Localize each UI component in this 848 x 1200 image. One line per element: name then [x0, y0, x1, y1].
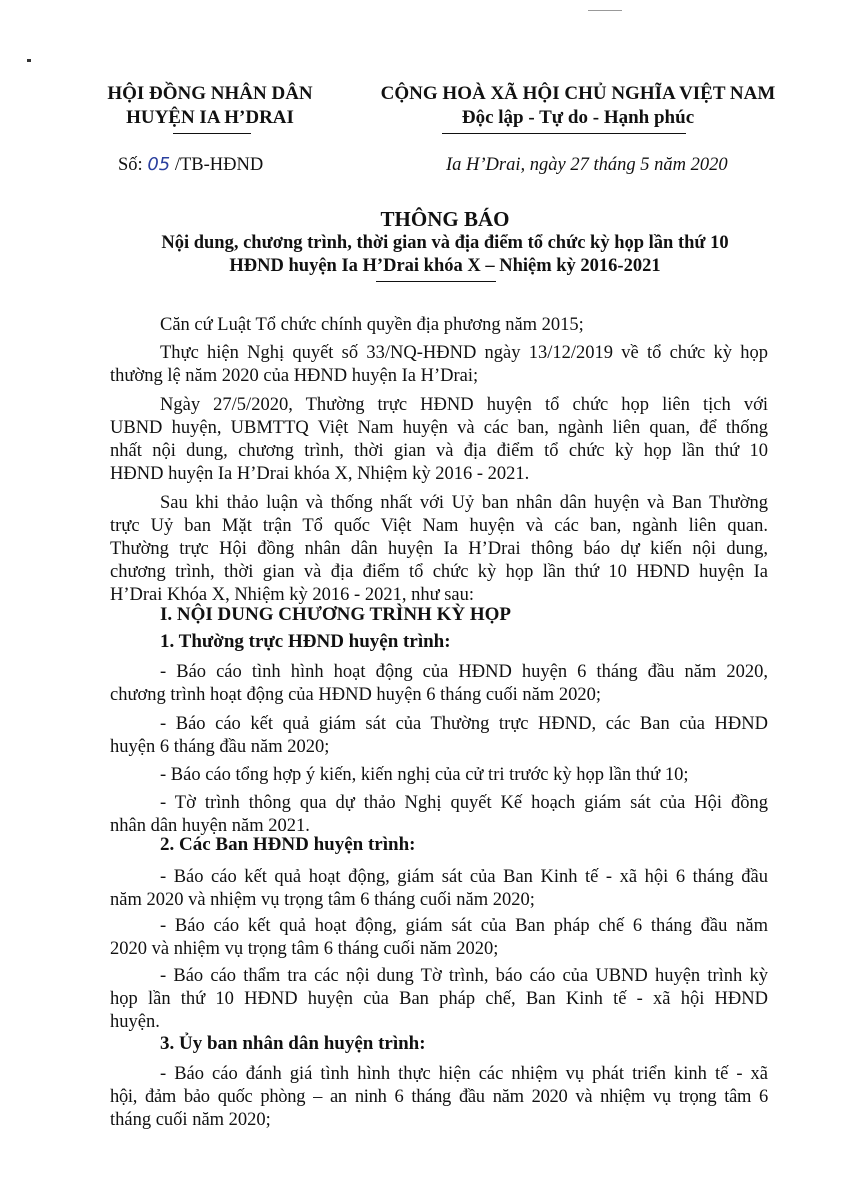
title-block [100, 206, 790, 278]
item-2a [110, 866, 768, 912]
item-1d [110, 792, 768, 838]
text-line: hội, đảm bảo quốc phòng – an ninh 6 tháng đầu năm 2020 và nhiệm vụ trọng tâm 6 [110, 1087, 768, 1107]
text-line: - Báo cáo tình hình hoạt động của HĐND huyện 6 tháng đầu năm 2020, [160, 662, 768, 682]
text-line: chương trình, thời gian và địa điểm tổ chức kỳ họp lần thứ 10 HĐND huyện Ia [110, 562, 768, 582]
text-line: Thường trực Hội đồng nhân dân huyện Ia H’Drai thông báo dự kiến nội dung, [110, 539, 768, 559]
item-1c [110, 764, 768, 787]
text-line: - Báo cáo thẩm tra các nội dung Tờ trình, báo cáo của UBND huyện trình kỳ [160, 966, 768, 986]
text-line: Sau khi thảo luận và thống nhất với Uỷ ban nhân dân huyện và Ban Thường [160, 493, 768, 513]
paragraph-legal-basis [110, 314, 768, 337]
issuer-line-1: HỘI ĐỒNG NHÂN DÂN [107, 83, 313, 104]
text-line: huyện. [110, 1012, 160, 1032]
text-line: năm 2020 và nhiệm vụ trọng tâm 6 tháng cuối năm 2020; [110, 890, 535, 910]
national-title: CỘNG HOÀ XÃ HỘI CHỦ NGHĨA VIỆT NAM [380, 83, 776, 104]
text-line: Căn cứ Luật Tổ chức chính quyền địa phương năm 2015; [160, 315, 584, 335]
text-line: - Báo cáo tổng hợp ý kiến, kiến nghị của cử tri trước kỳ họp lần thứ 10; [160, 765, 689, 785]
issuer-underline [173, 133, 251, 134]
paragraph-resolution [110, 342, 768, 388]
item-2b [110, 915, 768, 961]
text-line: - Báo cáo kết quả giám sát của Thường trực HĐND, các Ban của HĐND [160, 714, 768, 734]
subsection-heading-3: 3. Ủy ban nhân dân huyện trình: [160, 1033, 426, 1054]
text-line: nhất nội dung, chương trình, thời gian và địa điểm tổ chức kỳ họp lần thứ 10 [110, 441, 768, 461]
item-1a [110, 661, 768, 707]
text-line: chương trình hoạt động của HĐND huyện 6 tháng cuối năm 2020; [110, 685, 601, 705]
item-3a [110, 1063, 768, 1132]
scan-speck [27, 59, 31, 62]
place-date: Ia H’Drai, ngày 27 tháng 5 năm 2020 [446, 155, 728, 175]
text-line: H’Drai Khóa X, Nhiệm kỳ 2016 - 2021, như sau: [110, 585, 475, 605]
document-number [118, 154, 263, 176]
item-2c [110, 965, 768, 1034]
number-prefix: Số: [118, 155, 143, 175]
text-line: 2020 và nhiệm vụ trọng tâm 6 tháng cuối năm 2020; [110, 939, 499, 959]
text-line: Ngày 27/5/2020, Thường trực HĐND huyện tổ chức họp liên tịch với [160, 395, 768, 415]
text-line: - Báo cáo kết quả hoạt động, giám sát của Ban pháp chế 6 tháng đầu năm [160, 916, 768, 936]
document-title: THÔNG BÁO [380, 207, 510, 231]
paragraph-announcement [110, 492, 768, 607]
motto-underline [442, 133, 686, 134]
item-1b [110, 713, 768, 759]
text-line: - Tờ trình thông qua dự thảo Nghị quyết Kế hoạch giám sát của Hội đồng [160, 793, 768, 813]
number-handwritten: 05 [147, 154, 171, 175]
national-motto: Độc lập - Tự do - Hạnh phúc [461, 107, 695, 128]
text-line: tháng cuối năm 2020; [110, 1110, 271, 1130]
subsection-heading-1: 1. Thường trực HĐND huyện trình: [160, 631, 451, 652]
text-line: họp lần thứ 10 HĐND huyện của Ban pháp chế, Ban Kinh tế - xã hội HĐND [110, 989, 768, 1009]
section-heading-I: I. NỘI DUNG CHƯƠNG TRÌNH KỲ HỌP [160, 604, 511, 625]
text-line: Thực hiện Nghị quyết số 33/NQ-HĐND ngày 13/12/2019 về tổ chức kỳ họp [160, 343, 768, 363]
national-header [358, 82, 798, 130]
text-line: huyện 6 tháng đầu năm 2020; [110, 737, 330, 757]
text-line: HĐND huyện Ia H’Drai khóa X, Nhiệm kỳ 2016 - 2021. [110, 464, 530, 484]
text-line: UBND huyện, UBMTTQ Việt Nam huyện và các ban, ngành liên quan, để thống [110, 418, 768, 438]
paragraph-meeting [110, 394, 768, 486]
text-line: - Báo cáo kết quả hoạt động, giám sát của Ban Kinh tế - xã hội 6 tháng đầu [160, 867, 768, 887]
title-underline [376, 281, 496, 282]
text-line: - Báo cáo đánh giá tình hình thực hiện các nhiệm vụ phát triển kinh tế - xã [160, 1064, 768, 1084]
text-line: trực Uỷ ban Mặt trận Tổ quốc Việt Nam huyện và các ban, ngành liên quan. [110, 516, 768, 536]
subtitle-line-2: HĐND huyện Ia H’Drai khóa X – Nhiệm kỳ 2016-2021 [229, 256, 661, 276]
text-line: nhân dân huyện năm 2021. [110, 816, 310, 836]
issuer-line-2: HUYỆN IA H’DRAI [126, 107, 294, 128]
number-suffix: /TB-HĐND [174, 155, 264, 175]
subsection-heading-2: 2. Các Ban HĐND huyện trình: [160, 834, 416, 855]
text-line: thường lệ năm 2020 của HĐND huyện Ia H’Drai; [110, 366, 479, 386]
scan-top-line [588, 10, 622, 11]
issuer-block [90, 82, 330, 130]
subtitle-line-1: Nội dung, chương trình, thời gian và địa điểm tổ chức kỳ họp lần thứ 10 [161, 233, 729, 253]
